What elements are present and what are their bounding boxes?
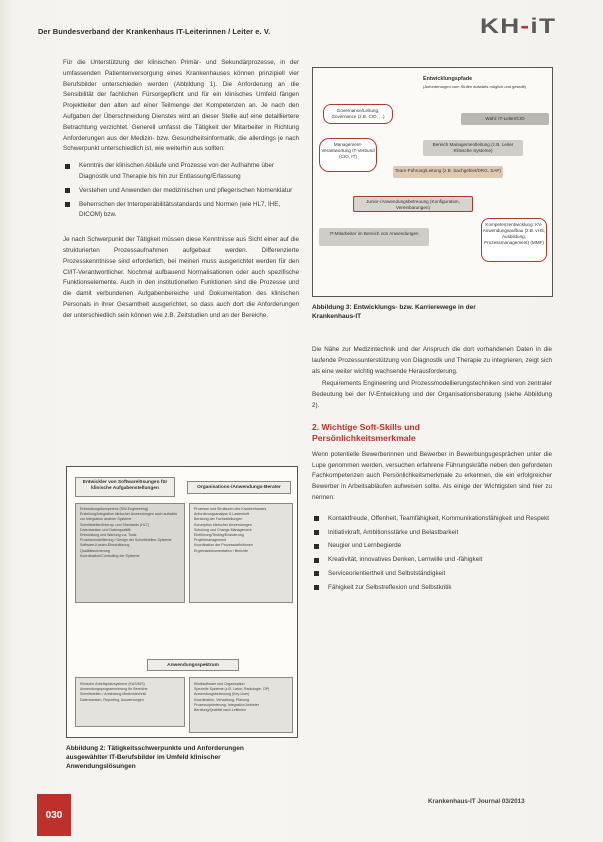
right-paragraph-2: Requirements Engineering und Prozessmodellierungstechniken sind von zentraler Bedeutung bei der IV-Entwicklung und der Organisationsberatung (siehe Abbildung 2).	[312, 380, 552, 409]
right-paragraph-3: Wenn potentielle Bewerberinnen und Bewerber in Bewerbungsgesprächen unter die Lupe genommen werden, versuchen erfahrene Führungskräfte neben den gefordeten Fachkompetenzen auch Persönlichkeitsmerkmale zu erkennen, die ein erfolgreicher Bewerber in Arbeitsabläufen aufweisen sollte. Als einige der Wichtigsten sind hier zu nennen:	[312, 450, 552, 501]
fig2-panel-developer	[75, 503, 185, 603]
list-item: Fähigkeit zur Selbstreflexion und Selbstkritik	[312, 583, 552, 594]
fig3-bar-3: Team-Führung/Leitung (z.B. Sachgebiet/DRG, SAP)	[393, 166, 503, 178]
left-column	[63, 58, 299, 322]
figure-activity-focus	[66, 466, 298, 738]
left-bullet-list	[63, 161, 299, 221]
right-column	[312, 345, 552, 597]
list-item: Neugier und Lernbegierde	[312, 541, 552, 552]
fig3-management-box: Management-Verantwortung IT-Verbund (CIO, IT)	[319, 138, 377, 172]
khit-logo: KH-iT	[480, 15, 557, 38]
fig3-bar-5: IT-Mitarbeiter im Bereich von Anwendungen	[319, 228, 429, 246]
left-paragraph-1: Für die Unterstützung der klinischen Primär- und Sekundärprozesse, in der umfassenden Patientenversorgung eines Krankenhauses können prinzipiell vier Berufsbilder unterschieden werden (Abbildung 1). Die Anforderung an die Sensibilität der fachlichen Fürsorgepflicht und für ein klinisches Umfeld fängen Projektleiter den alten auf einer Teilmenge der Kompetenzen an. Je nach den Aufgaben der Überschneidung Dienstes wird an dieser Stelle auf eine detailliertere Betrachtung verzichtet. Generell umfasst die Tätigkeit der Mitarbeiter in Richtung Anforderungen aus der Medizin- bzw. Gesundheitsinformatik, die allerdings je nach Schwerpunkt unterschiedlich ist, wie weiterhin aus sollten:	[63, 59, 299, 153]
list-item: Kenntnis der klinischen Abläufe und Prozesse von der Aufnahme über Diagnostik und Therapie bis hin zur Entlassung/Erfassung	[63, 161, 299, 183]
fig3-governance-box: Governance/Leitung, Governance (z.B. CIO, ...)	[323, 104, 393, 124]
fig2-developer-apps-list: Klinische Arbeitsplatzsysteme (KAS/KIS) Anwendungsprogrammierung für Bereiche Schnittstellen / Anbindung Medizintechnik Datenbanken, Reporting, Auswertungen	[80, 682, 148, 702]
fig2-caption: Abbildung 2: Tätigkeitsschwerpunkte und Anforderungen ausgewählter IT-Berufsbilder im Umfeld klinischer Anwendungslösungen	[66, 745, 244, 770]
list-item: Kreativität, innovatives Denken, Lernwille und -fähigkeit	[312, 555, 552, 566]
fig3-bar-2: Bereich Managementleitung (z.B. Leiter Klinische Systeme)	[423, 140, 523, 156]
fig3-bar-1: Wahl: IT-Leiter/CIO	[461, 113, 549, 125]
fig2-header-consultant: Organisations-/Anwendungs-Berater	[187, 481, 291, 494]
fig3-competence-box: Kompetenzentwicklung: KV-Anwendungsaufbau (z.B. vHS, Ausbildung, Prozessmanagement) (MMF)	[481, 218, 547, 262]
fig3-bar-4: Junior-/Anwendungsbetreuung (Konfiguration, Vereinbarungen)	[353, 196, 473, 212]
fig2-panel-developer-apps	[75, 677, 185, 727]
page-number: 030	[37, 794, 71, 836]
fig2-consultant-apps-list: Kliniksoftware und Organisation Spezielle Systeme (z.B. Labor, Radiologie, OP) Anwendungsbetreuung (Key-User) Koordination, Verwaltung, Planung Prozessoptimierung, Integration Anbieter Beratung/Qualität nach Leitlinien	[194, 682, 270, 713]
fig3-caption: Abbildung 3: Entwicklungs- bzw. Karrierewege in der Krankenhaus-IT	[312, 304, 476, 320]
fig2-header-spectrum: Anwendungsspektrum	[147, 659, 239, 671]
fig2-consultant-list: Prozesse und Strukturen des Krankenhauses Anforderungsanalyse & Lastenheft Beratung der Fachabteilungen Konzeption klinischer Anwendungen Schulung und Change Management Einführung/Testing/Evaluierung Projektmanagement Koordination der Prozessdefinitionen Ergebnisdokumentation / Berichte	[194, 507, 267, 553]
fig3-subtitle: (Anforderungen vom Stufen aufwärts möglich und gewollt)	[423, 84, 526, 89]
fig2-header-developer: Entwickler von Softwarelösungen für klinische Aufgabenstellungen	[75, 477, 175, 497]
list-item: Kontaktfreude, Offenheit, Teamfähigkeit, Kommunikationsfähigkeit und Respekt	[312, 514, 552, 525]
figure-career-paths	[312, 67, 553, 297]
fig3-title: Entwicklungspfade	[423, 76, 473, 82]
left-paragraph-2: Je nach Schwerpunkt der Tätigkeit müssen diese Kenntnisse aus Sicht einer auf die strukturierten Prozessaufnahmen aufgebaut werden. Differenzierte Prozesskenntnisse sind erforderlich, bei meinen muss ausgerichtet werden für den Cl/IT-Verantwortlicher. Nochmal aufbauend Normalisationen oder auch spezifische Funktionselemente. Auch in den institutionellen Funktionen sind die Prozesse und die damit verbundenen Aufgabenbereiche und Dokumentation des klinischen Personals in ihrer Gesamtheit ausgerichtet, so dass auch dort die Anforderungen der unterschiedlich sein können wie z.B. Zeitstudien und an der Bereiche.	[63, 236, 299, 319]
fig2-panel-consultant	[189, 503, 293, 603]
fig2-developer-list: Entwicklungskompetenz (SW-Engineering) Erstellung/Integration klinischer Anwendungen auch aufwärts zur Integration anderer Systeme Schnittstellen/Interop. und Standards (HL7) Datenbanken und Datenqualität Entwicklung und Wartung v.a. Tools Prozessmodellierung / Design der Schnittstellen-Systeme Software-Kosten-Einschätzung Qualitätssicherung Koordination/Controlling der Systeme	[80, 507, 178, 558]
fig2-panel-consultant-apps	[189, 677, 293, 733]
header-title: Der Bundesverband der Krankenhaus IT-Leiterinnen / Leiter e. V.	[38, 27, 271, 36]
list-item: Verstehen und Anwenden der medizinischen und pflegerischen Nomenklatur	[63, 186, 299, 197]
right-bullet-list	[312, 514, 552, 594]
list-item: Initiativkraft, Ambitionsstärke und Belastbarkeit	[312, 528, 552, 539]
list-item: Serviceorientiertheit und Selbstständigkeit	[312, 569, 552, 580]
right-paragraph-1: Die Nähe zur Medizintechnik und der Anspruch die dort vorhandenen Daten in die laufende Prozessunterstützung von Diagnostik und Therapie zu integrieren, zeigt sich als eine weiter wichtig wachsende Herausforderung.	[312, 346, 552, 375]
list-item: Beherrschen der Interoperabilitätsstandards und Normen (wie HL7, IHE, DICOM) bzw.	[63, 200, 299, 222]
section-heading-soft-skills: 2. Wichtige Soft-Skills und Persönlichkeitsmerkmale	[312, 421, 420, 443]
journal-footer: Krankenhaus-IT Journal 03/2013	[428, 798, 525, 805]
